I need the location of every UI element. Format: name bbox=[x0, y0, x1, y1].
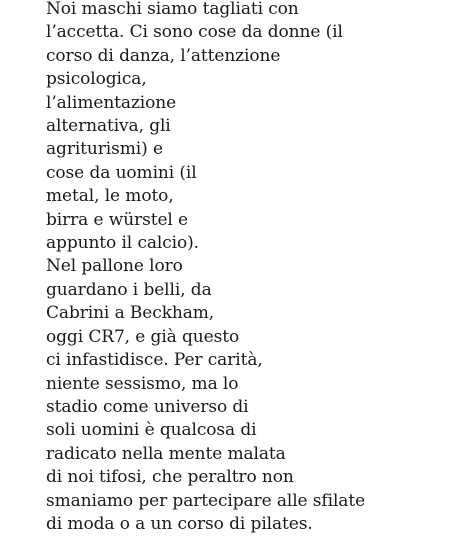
text-line: psicologica, bbox=[46, 69, 147, 90]
text-line: soli uomini è qualcosa di bbox=[46, 420, 257, 441]
text-line: alternativa, gli bbox=[46, 116, 171, 137]
text-line: Noi maschi siamo tagliati con bbox=[46, 0, 299, 19]
text-line: birra e würstel e bbox=[46, 209, 189, 230]
text-line: l’alimentazione bbox=[46, 92, 177, 113]
text-line: Nel pallone loro bbox=[46, 256, 183, 277]
text-line: niente sessismo, ma lo bbox=[46, 373, 239, 394]
text-line: di moda o a un corso di pilates. bbox=[46, 513, 313, 534]
text-line: metal, le moto, bbox=[46, 186, 174, 207]
text-line: stadio come universo di bbox=[46, 396, 249, 417]
text-line: l’accetta. Ci sono cose da donne (il bbox=[46, 22, 343, 43]
text-line: guardano i belli, da bbox=[46, 279, 212, 300]
text-line: oggi CR7, e già questo bbox=[46, 326, 240, 347]
text-line: corso di danza, l’attenzione bbox=[46, 45, 281, 66]
text-line: di noi tifosi, che peraltro non bbox=[46, 467, 294, 488]
text-line: Cabrini a Beckham, bbox=[46, 303, 215, 324]
text-line: cose da uomini (il bbox=[46, 162, 197, 183]
text-line: radicato nella mente malata bbox=[46, 443, 286, 464]
text-line: ci infastidisce. Per carità, bbox=[46, 350, 263, 371]
text-line: appunto il calcio). bbox=[46, 233, 199, 254]
text-line: agriturismi) e bbox=[46, 139, 163, 160]
text-line: smaniamo per partecipare alle sfilate bbox=[46, 490, 366, 511]
article-text-block bbox=[46, 0, 466, 536]
